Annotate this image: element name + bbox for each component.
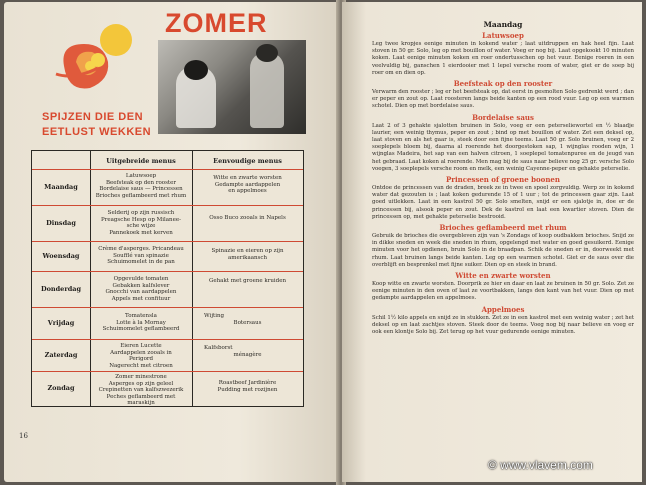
recipe-text: Leg twee kropjes eenige minuten in kokend water ; laat uitdruppen en hak heel fijn. Laat stoven in 50 gr. Solo, leg op met bouillon of water. Voeg er nog bij. Laat opgekookt 10 minuten koken. Laat eenige minuten koken en roer ondertusschen op het vuur. Eenige roeren in een veelvuldig bij, ganschen 1 eierdooier met 1 lepel versche room of water, giet er de soep bij roer om en dien op. <box>372 41 634 76</box>
day-label: Woensdag <box>42 252 80 260</box>
header-extended-menus: Uitgebreide menus <box>106 157 176 165</box>
extended-menu-cell: Latuwsoep Beefsteak op den rooster Bordelaise saus — Princessen Brioches geflambeerd met rhum <box>95 173 187 199</box>
recipe-heading: Princessen of groene boonen <box>446 175 560 185</box>
recipe-heading: Witte en zwarte worsten <box>455 271 551 281</box>
recipe-text: Gebruik de brioches die overgebleven zijn van 's Zondags of koop oudbakken brioches. Snijd ze in dikke sneden en week die sneden in rhum, opgelengd met water en goed gesuikerd. Eenige minuten voor het opdienen, bruin Solo in de braadpan. Schik de sneden er in, doorweekt met rhum. Laat bruinen langs beide kanten. Leg op een warmen schotel. Giet er de saus over die overblijft en besprenkel met fijne suiker. Dien op en steek in brand. <box>372 233 634 268</box>
recipe-text: Ontdoe de princessen van de draden, breek ze in twee en spoel zorgvuldig. Werp ze in kokend water dat gezouten is ; laat koken gedurende 15 of 1 uur ; tot de princessen gaar zijn. Laat goed uitlekken. Laat in een kastrol 50 gr. Solo smelten, snijd er een sjalotje in, doe er de princessen bij, alsook peper en zout. Dek de kastrol en laat een kwartier stoven. Dien de princessen op, met gehakte peterselie bestrooid. <box>372 185 634 220</box>
recipe-text: Schil 1½ kilo appels en snijd ze in stukken. Zet ze in een kastrol met een weinig water ; zet het deksel op en laat zachtjes stoven. Steek door de teems. Voeg nog bij naar believe en voeg er ook een klontje Solo bij. Zet terug op het vuur gedurende eenige minuten. <box>372 314 634 336</box>
recipe-text: Laat 2 of 3 gehakte sjalotten bruinen in Solo, voeg er een peterseliewortel en ½ blaadje laurier, een weinig thymus, peper en zout ; bind op met bouillon of water. Zet een deksel op, laat stoven en als het gaar is, steek door een fijne teems. Laat 50 gr. Solo bruinen, voeg er 2 soeplepels bloem bij, daarna al roerende het doorgestoken sap, 1 wijnglas rooden wijn, 1 wijnglas Madeira, het sap van een halven citroen, 1 soeplepel tomatenpuree en de jeugd van het gebraad. Laat koken al roerende. Men mag bij de saus naar believe nog 25 gr. versche Solo voegen, 3 soeplepels versche room en melk, een weinig Cayenne-peper en gehakte peterselie. <box>372 122 634 172</box>
simple-menu-cell: Osso Buco zooals in Napels <box>209 215 286 221</box>
extended-menu-cell: Crème d'asperges. Pricandeau Soufflé van spinazie Schuimomelet in de pan <box>98 246 184 266</box>
simple-menu-cell: Witte en zwarte worsten Gedampte aardappelen en appelmoes <box>213 175 282 195</box>
recipe-column <box>372 20 634 336</box>
table-row <box>32 307 303 340</box>
tagline <box>42 110 151 140</box>
tagline-line-1: SPIJZEN DIE DEN <box>42 111 144 123</box>
watermark: © www.vlavem.com <box>488 458 593 472</box>
day-label: Zaterdag <box>44 351 78 359</box>
children-photo <box>158 40 306 134</box>
season-title: ZOMER <box>165 8 268 38</box>
recipe-heading: Bordelaise saus <box>472 112 534 122</box>
table-row <box>32 169 303 206</box>
simple-menu-cell: Wijting Botersaus <box>204 313 262 326</box>
day-heading: Maandag <box>483 20 523 29</box>
extended-menu-cell: Selderij op zijn russisch Preagsche Hesp op Milanee- sche wijze Pannekoek met kerven <box>101 210 181 236</box>
table-row <box>32 241 303 272</box>
table-row <box>32 371 303 407</box>
table-row <box>32 339 303 372</box>
day-label: Dinsdag <box>46 219 76 227</box>
simple-menu-cell: Kalfsborst ménagère <box>204 345 262 358</box>
sun-fruit-logo-icon <box>54 22 144 102</box>
extended-menu-cell: Tomatensla Lotte à la Mornay Schuimomelet geflambeerd <box>102 313 180 333</box>
day-label: Zondag <box>47 384 75 392</box>
weekly-menu-table <box>31 150 304 407</box>
recipe-heading: Beefsteak op den rooster <box>453 79 553 89</box>
extended-menu-cell: Zomer minestrone Asperges op zijn geleel Crepinetten van kalfszwezerik Peches geflambeerd met maraskijn <box>98 374 184 407</box>
day-label: Vrijdag <box>47 319 75 327</box>
day-label: Maandag <box>44 183 78 191</box>
day-label: Donderdag <box>40 285 82 293</box>
page-number: 16 <box>19 432 28 440</box>
tagline-line-2: EETLUST WEKKEN <box>42 126 152 138</box>
recipe-text: Verwarm den rooster ; leg er het beefsteak op, dat eerst in gesmolten Solo gedrenkt werd ; dan er peper en zout op. Laat roosteren langs beide kanten op een rood vuur. Leg op een warmen schotel. Dien op met bordelaise saus. <box>372 89 634 110</box>
simple-menu-cell: Spinazie en eieren op zijn amerikaansch <box>211 248 284 261</box>
table-row <box>32 271 303 308</box>
extended-menu-cell: Eieren Lucette Aardappelen zooals in Perigord Nagerecht met citroen <box>109 343 173 369</box>
header-simple-menus: Eenvoudige menus <box>213 157 282 165</box>
recipe-heading: Appelmoes <box>481 304 525 314</box>
extended-menu-cell: Opgevulde tomaten Gebakken kalfslever Gnocchi van aardappelen Appels met confituur <box>105 276 177 302</box>
simple-menu-cell: Gehakt met groene kruiden <box>208 278 287 284</box>
simple-menu-cell: Roastbeef Jardinière Pudding met rozijnen <box>217 380 278 393</box>
recipe-heading: Brioches geflambeerd met rhum <box>439 223 567 233</box>
recipe-text: Koop witte en zwarte worsten. Doorprik ze hier en daar en laat ze bruinen in 50 gr. Solo. Zet ze eenige minuten in den oven of laat ze voortbakken, langs den kant van het vuur. Dien op met gedampte aardappelen en appelmoes. <box>372 281 634 302</box>
recipe-heading: Latuwsoep <box>482 31 524 40</box>
table-row <box>32 205 303 242</box>
